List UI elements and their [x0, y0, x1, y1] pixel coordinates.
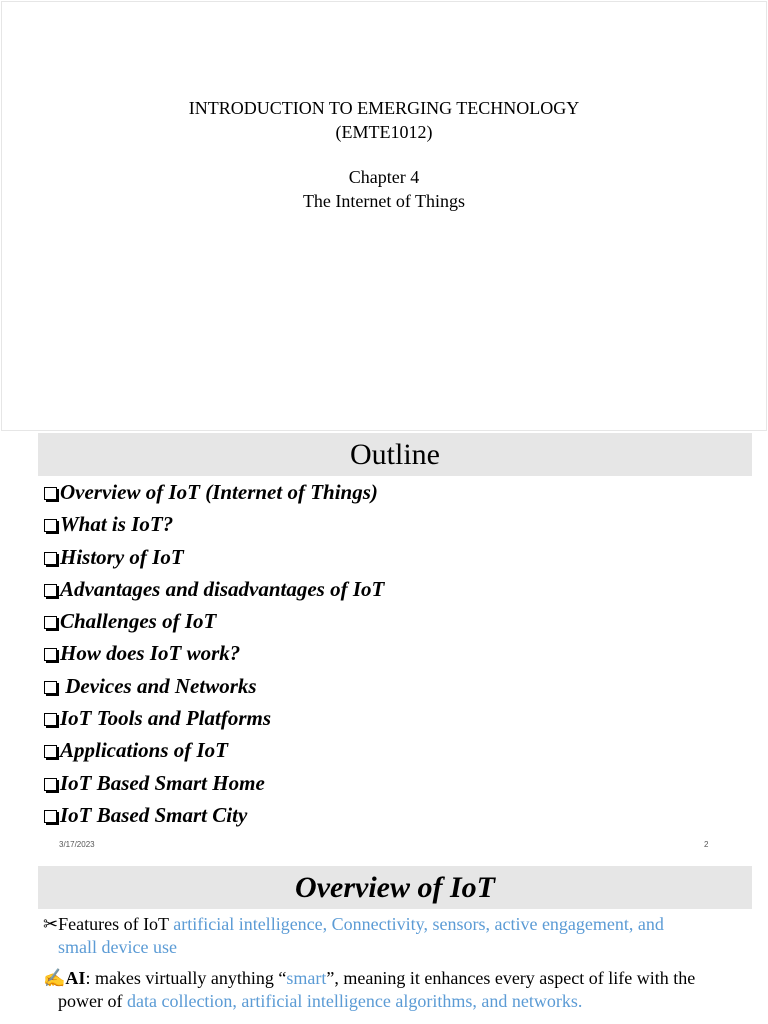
writing-hand-icon: ✍	[43, 968, 66, 988]
ai-paragraph: ✍AI: makes virtually anything “smart”, meaning it enhances every aspect of life with the power of data collection, artificial intelligence algorithms, and networks.	[43, 967, 746, 1013]
outline-title: Outline	[350, 438, 440, 471]
chapter-number: Chapter 4	[348, 167, 420, 187]
outline-item: IoT Based Smart Home	[44, 767, 384, 799]
title-slide	[1, 1, 767, 431]
outline-item: What is IoT?	[44, 508, 384, 540]
ai-paragraph-cont: power of data collection, artificial intelligence algorithms, and networks.	[58, 991, 583, 1011]
checkbox-bullet-icon	[44, 713, 57, 726]
chapter-heading	[2, 165, 766, 213]
overview-title: Overview of IoT	[295, 871, 495, 904]
slide-date: 3/17/2023	[59, 840, 95, 849]
outline-item: How does IoT work?	[44, 637, 384, 669]
checkbox-bullet-icon	[44, 745, 57, 758]
chapter-title: The Internet of Things	[302, 191, 466, 211]
checkbox-bullet-icon	[44, 681, 57, 694]
checkbox-bullet-icon	[44, 648, 57, 661]
outline-item: Devices and Networks	[44, 670, 384, 702]
outline-list	[44, 476, 384, 831]
checkbox-bullet-icon	[44, 616, 57, 629]
features-list-cont: small device use	[58, 937, 177, 957]
checkbox-bullet-icon	[44, 519, 57, 532]
outline-item: History of IoT	[44, 541, 384, 573]
outline-item: IoT Based Smart City	[44, 799, 384, 831]
course-title-line1: INTRODUCTION TO EMERGING TECHNOLOGY	[188, 98, 580, 118]
outline-item: IoT Tools and Platforms	[44, 702, 384, 734]
overview-header	[38, 866, 752, 909]
outline-item: Overview of IoT (Internet of Things)	[44, 476, 384, 508]
course-code: (EMTE1012)	[335, 122, 433, 142]
checkbox-bullet-icon	[44, 552, 57, 565]
outline-header	[38, 433, 752, 476]
checkbox-bullet-icon	[44, 584, 57, 597]
course-title	[2, 96, 766, 144]
scissors-icon: ✂	[43, 914, 59, 934]
outline-item: Advantages and disadvantages of IoT	[44, 573, 384, 605]
features-list: artificial intelligence, Connectivity, sensors, active engagement, and	[173, 914, 664, 934]
features-paragraph: ✂Features of IoT artificial intelligence, Connectivity, sensors, active engagement, and small device use	[43, 913, 746, 959]
outline-item: Challenges of IoT	[44, 605, 384, 637]
slide-number: 2	[704, 840, 709, 849]
ai-highlight: data collection, artificial intelligence algorithms, and networks.	[126, 991, 583, 1011]
checkbox-bullet-icon	[44, 487, 57, 500]
ai-term: AI	[65, 968, 86, 988]
smart-term: smart	[286, 968, 327, 988]
checkbox-bullet-icon	[44, 778, 57, 791]
outline-item: Applications of IoT	[44, 734, 384, 766]
checkbox-bullet-icon	[44, 810, 57, 823]
